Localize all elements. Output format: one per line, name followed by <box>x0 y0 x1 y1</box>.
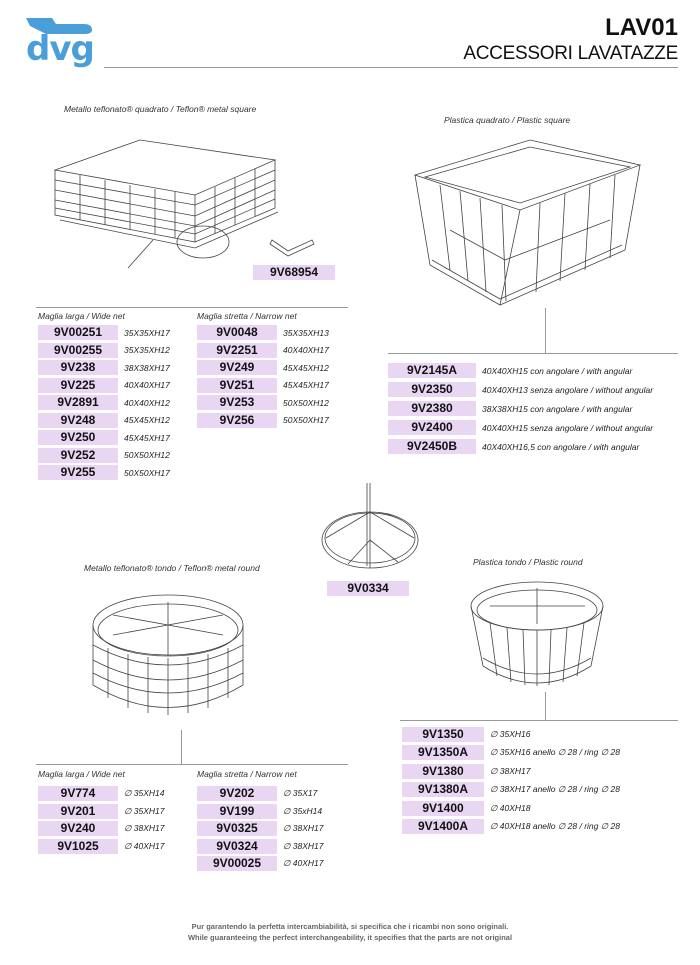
product-row <box>197 855 323 873</box>
metal-round-caption: Metallo teflonato® tondo / Teflon® metal round <box>84 563 260 573</box>
product-spec: ∅ 40XH18 anello ∅ 28 / ring ∅ 28 <box>490 821 620 832</box>
product-spec: ∅ 40XH18 <box>490 802 531 813</box>
plastic-round-basket-illustration <box>465 578 610 693</box>
plastic-square-divider <box>388 353 678 354</box>
product-row <box>38 429 170 447</box>
product-code: 9V201 <box>38 804 118 819</box>
product-spec: 45X45XH12 <box>283 362 329 373</box>
product-row <box>38 447 170 465</box>
product-code: 9V250 <box>38 430 118 445</box>
plastic-square-list <box>388 361 653 456</box>
product-code: 9V199 <box>197 804 277 819</box>
product-code: 9V2450B <box>388 439 476 454</box>
product-spec: 45X45XH12 <box>124 415 170 426</box>
product-code: 9V256 <box>197 413 277 428</box>
footer-line-2: While guaranteeing the perfect interchangeability, it specifies that the parts are not original <box>187 933 513 942</box>
product-spec: 40X40XH13 senza angolare / without angular <box>482 384 654 395</box>
product-code: 9V253 <box>197 395 277 410</box>
plastic-round-caption: Plastica tondo / Plastic round <box>473 557 583 567</box>
product-code: 9V0325 <box>197 821 277 836</box>
product-row <box>388 418 653 437</box>
product-spec: 35X35XH17 <box>124 327 170 338</box>
page-subtitle: ACCESSORI LAVATAZZE <box>463 43 678 64</box>
product-row <box>402 725 620 744</box>
page-title: LAV01 <box>605 14 678 41</box>
product-code: 9V1380 <box>402 764 484 779</box>
metal-square-narrow-title: Maglia stretta / Narrow net <box>197 311 297 321</box>
product-code: 9V225 <box>38 378 118 393</box>
product-code: 9V0048 <box>197 325 277 340</box>
metal-square-caption: Metallo teflonato® quadrato / Teflon® metal square <box>64 104 257 114</box>
product-row <box>388 361 653 380</box>
product-spec: 38X38XH17 <box>124 362 170 373</box>
product-code: 9V249 <box>197 360 277 375</box>
product-row <box>402 762 620 781</box>
product-code: 9V202 <box>197 786 277 801</box>
metal-round-callout-line <box>181 730 182 764</box>
product-spec: 50X50XH17 <box>283 415 329 426</box>
product-spec: 45X45XH17 <box>283 380 329 391</box>
product-spec: ∅ 35XH16 anello ∅ 28 / ring ∅ 28 <box>490 747 620 758</box>
product-row <box>197 394 329 412</box>
plastic-round-divider <box>400 720 678 721</box>
product-code: 9V1380A <box>402 782 484 797</box>
product-code: 9V2891 <box>38 395 118 410</box>
metal-square-basket-illustration <box>50 130 285 265</box>
product-code: 9V2380 <box>388 401 476 416</box>
product-spec: 40X40XH16,5 con angolare / with angular <box>482 441 640 452</box>
product-spec: ∅ 40XH17 <box>124 840 165 851</box>
product-code: 9V1350 <box>402 727 484 742</box>
product-spec: 45X45XH17 <box>124 432 170 443</box>
product-code: 9V2350 <box>388 382 476 397</box>
product-row <box>197 324 329 342</box>
product-code: 9V1400A <box>402 819 484 834</box>
metal-round-wide-list <box>38 785 164 855</box>
corner-bracket-illustration <box>268 238 318 262</box>
product-row <box>38 324 170 342</box>
product-code: 9V1350A <box>402 745 484 760</box>
product-row <box>38 377 170 395</box>
product-code: 9V2251 <box>197 343 277 358</box>
product-row <box>197 803 323 821</box>
product-spec: ∅ 38XH17 <box>283 840 324 851</box>
product-code: 9V240 <box>38 821 118 836</box>
product-spec: ∅ 35XH17 <box>124 805 165 816</box>
product-code: 9V00025 <box>197 856 277 871</box>
product-code: 9V00251 <box>38 325 118 340</box>
detail-code-badge: 9V68954 <box>253 265 335 280</box>
product-spec: ∅ 40XH17 <box>283 858 324 869</box>
product-spec: ∅ 38XH17 anello ∅ 28 / ring ∅ 28 <box>490 784 620 795</box>
product-row <box>38 820 164 838</box>
product-code: 9V255 <box>38 465 118 480</box>
product-row <box>38 785 164 803</box>
product-spec: 35X35XH12 <box>124 345 170 356</box>
product-row <box>197 412 329 430</box>
product-spec: 40X40XH17 <box>124 380 170 391</box>
product-row <box>38 838 164 856</box>
ring-code-badge: 9V0334 <box>327 581 409 596</box>
product-row <box>388 380 653 399</box>
detail-callout-line-icon <box>128 240 158 270</box>
plastic-square-caption: Plastica quadrato / Plastic square <box>444 115 571 125</box>
product-spec: ∅ 35xH14 <box>283 805 323 816</box>
product-spec: 40X40XH17 <box>283 345 329 356</box>
metal-round-divider <box>36 764 348 765</box>
product-row <box>197 820 323 838</box>
product-code: 9V2400 <box>388 420 476 435</box>
product-code: 9V252 <box>38 448 118 463</box>
product-code: 9V00255 <box>38 343 118 358</box>
product-row <box>197 359 329 377</box>
metal-round-narrow-title: Maglia stretta / Narrow net <box>197 769 297 779</box>
product-row <box>402 818 620 837</box>
product-row <box>402 744 620 763</box>
product-row <box>38 412 170 430</box>
product-spec: ∅ 38XH17 <box>490 765 531 776</box>
product-spec: 50X50XH12 <box>124 450 170 461</box>
product-spec: ∅ 38XH17 <box>283 823 324 834</box>
metal-square-wide-title: Maglia larga / Wide net <box>38 311 125 321</box>
metal-round-wide-title: Maglia larga / Wide net <box>38 769 125 779</box>
plastic-round-callout-line <box>545 692 546 720</box>
metal-square-narrow-list <box>197 324 329 429</box>
product-spec: ∅ 38XH17 <box>124 823 165 834</box>
product-row <box>402 781 620 800</box>
footer-line-1: Pur garantendo la perfetta intercambiabilità, si specifica che i ricambi non sono originali. <box>191 922 509 931</box>
product-row <box>38 803 164 821</box>
product-code: 9V1400 <box>402 801 484 816</box>
product-spec: ∅ 35XH16 <box>490 728 531 739</box>
product-row <box>38 342 170 360</box>
product-spec: 38X38XH15 con angolare / with angular <box>482 403 633 414</box>
metal-square-wide-list <box>38 324 170 482</box>
product-row <box>197 342 329 360</box>
product-spec: 40X40XH12 <box>124 397 170 408</box>
product-row <box>197 785 323 803</box>
logo-text: dvg <box>26 29 94 69</box>
product-spec: 50X50XH12 <box>283 397 329 408</box>
product-code: 9V2145A <box>388 363 476 378</box>
plastic-square-basket-illustration <box>410 135 645 310</box>
metal-round-narrow-list <box>197 785 323 873</box>
ring-illustration <box>318 478 423 578</box>
product-row <box>38 359 170 377</box>
plastic-round-list <box>402 725 620 836</box>
product-code: 9V0324 <box>197 839 277 854</box>
product-code: 9V251 <box>197 378 277 393</box>
product-spec: ∅ 35XH14 <box>124 788 165 799</box>
product-code: 9V248 <box>38 413 118 428</box>
footer-disclaimer <box>0 921 700 943</box>
product-row <box>197 377 329 395</box>
product-row <box>197 838 323 856</box>
product-spec: 40X40XH15 senza angolare / without angular <box>482 422 654 433</box>
metal-round-basket-illustration <box>88 590 248 730</box>
product-code: 9V1025 <box>38 839 118 854</box>
metal-square-divider <box>36 307 348 308</box>
product-code: 9V238 <box>38 360 118 375</box>
plastic-square-callout-line <box>545 308 546 353</box>
header-divider <box>104 67 678 68</box>
product-spec: ∅ 35X17 <box>283 788 318 799</box>
product-row <box>402 799 620 818</box>
product-row <box>38 464 170 482</box>
product-code: 9V774 <box>38 786 118 801</box>
product-spec: 40X40XH15 con angolare / with angular <box>482 365 633 376</box>
product-spec: 50X50XH17 <box>124 467 170 478</box>
product-row <box>38 394 170 412</box>
product-row <box>388 437 653 456</box>
product-row <box>388 399 653 418</box>
product-spec: 35X35XH13 <box>283 327 329 338</box>
